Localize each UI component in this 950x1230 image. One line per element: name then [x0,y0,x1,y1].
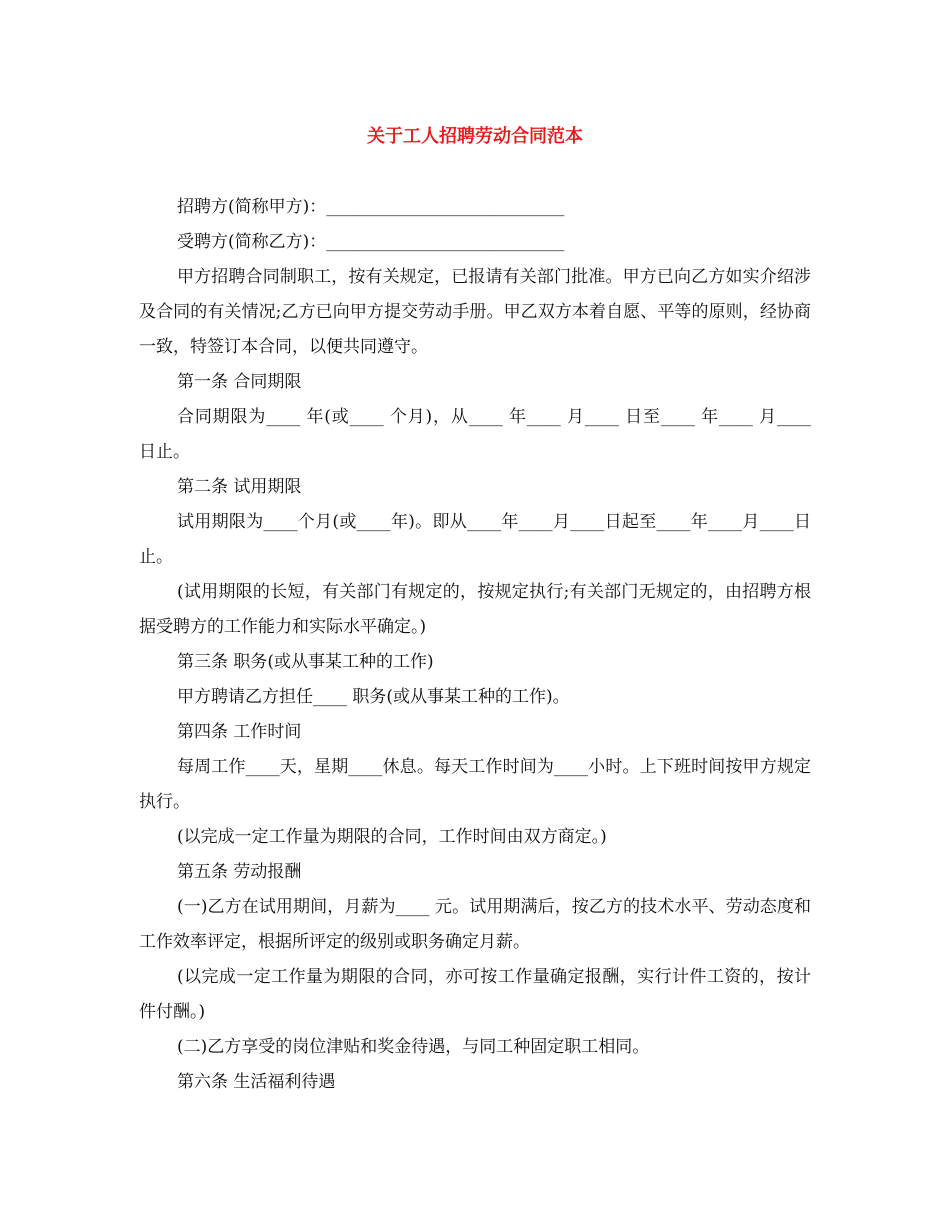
article-4-note: (以完成一定工作量为期限的合同，工作时间由双方商定。) [177,827,607,847]
article-5-item-1: (一)乙方在试用期间，月薪为____ 元。试用期满后，按乙方的技术水平、劳动态度和工作效率评定，根据所评定的级别或职务确定月薪。 [139,897,811,952]
article-5-item-2: (二)乙方享受的岗位津贴和奖金待遇，与同工种固定职工相同。 [177,1037,650,1057]
article-1-heading: 第一条 合同期限 [177,372,302,392]
article-4-text: 每周工作____天，星期____休息。每天工作时间为____小时。上下班时间按甲方规定执行。 [139,757,811,812]
article-2-heading: 第二条 试用期限 [177,477,302,497]
party-b-line: 受聘方(简称乙方)：____________________________ [177,232,565,252]
article-5-heading: 第五条 劳动报酬 [177,862,302,882]
article-4-heading: 第四条 工作时间 [177,722,302,742]
article-5-note: (以完成一定工作量为期限的合同，亦可按工作量确定报酬，实行计件工资的，按计件付酬。) [139,967,811,1022]
party-a-line: 招聘方(简称甲方)：____________________________ [177,197,565,217]
document-title: 关于工人招聘劳动合同范本 [367,126,583,147]
document-body [139,190,811,1100]
article-1-text: 合同期限为____ 年(或____ 个月)，从____ 年____ 月____ 日至____ 年____ 月____ 日止。 [139,407,811,462]
article-3-heading: 第三条 职务(或从事某工种的工作) [177,652,434,672]
article-2-note: (试用期限的长短，有关部门有规定的，按规定执行;有关部门无规定的，由招聘方根据受聘方的工作能力和实际水平确定。) [139,582,811,637]
preamble-paragraph: 甲方招聘合同制职工，按有关规定，已报请有关部门批准。甲方已向乙方如实介绍涉及合同的有关情况;乙方已向甲方提交劳动手册。甲乙双方本着自愿、平等的原则，经协商一致，特签订本合同，以便共同遵守。 [139,267,811,357]
article-3-text: 甲方聘请乙方担任____ 职务(或从事某工种的工作)。 [177,687,570,707]
article-2-text: 试用期限为____个月(或____年)。即从____年____月____日起至____年____月____日止。 [139,512,811,567]
article-6-heading: 第六条 生活福利待遇 [177,1072,336,1092]
